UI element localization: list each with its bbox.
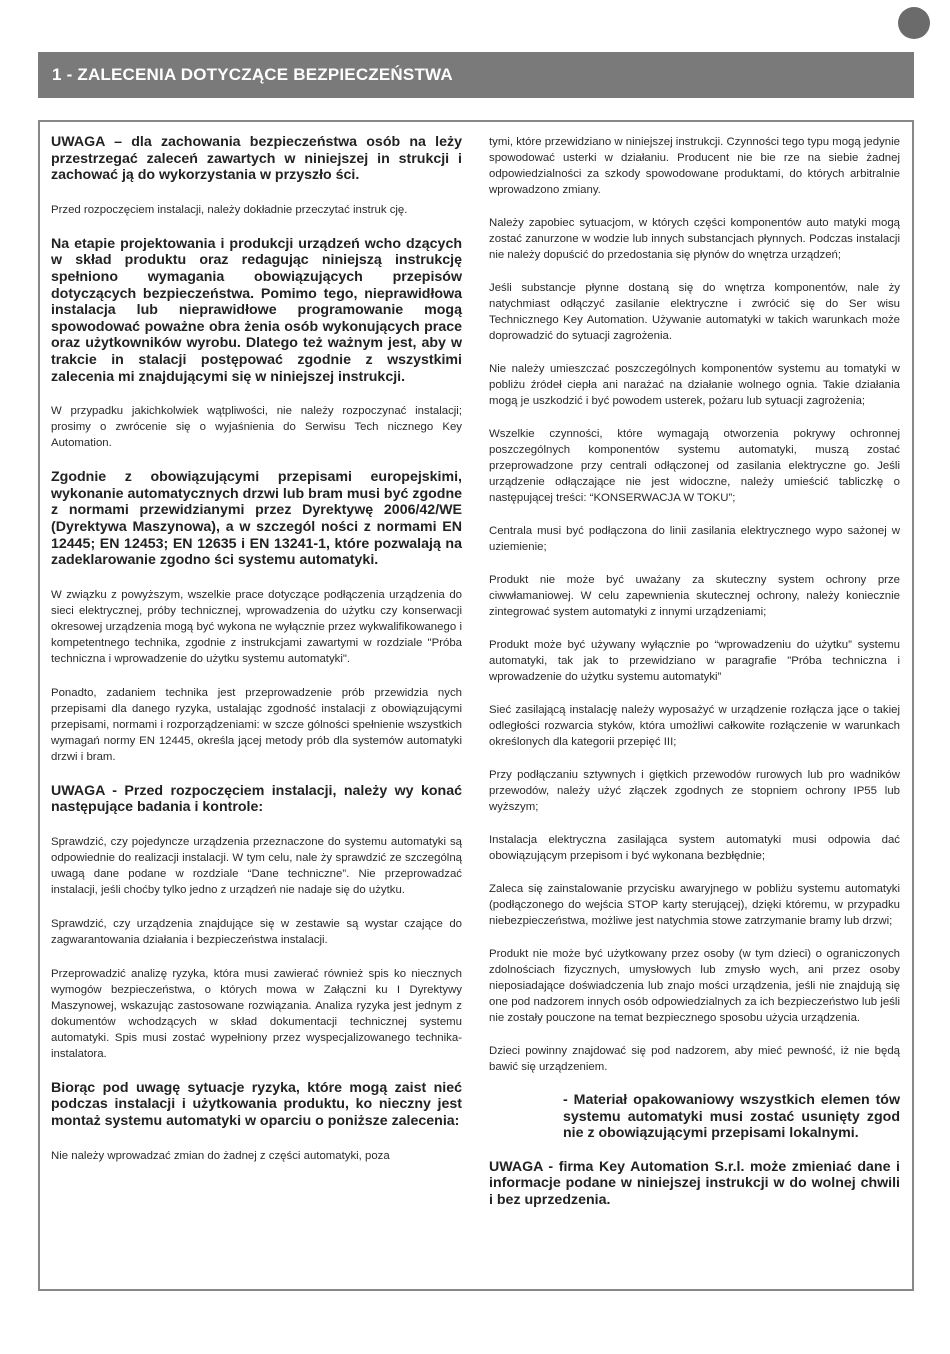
paragraph: Sprawdzić, czy urządzenia znajdujące się w zestawie są wystar czające do zagwarantowania działania i bezpieczeństwa instalacji. <box>51 917 462 946</box>
paragraph: Należy zapobiec sytuacjom, w których części komponentów auto matyki mogą zostać zanurzone w wodzie lub innych substancjach płynnych. Podczas instalacji nie należy dopuścić do przedostania się płynów do wnętrza urządzeń; <box>489 217 900 261</box>
right-column <box>489 134 900 1226</box>
paragraph: Centrala musi być podłączona do linii zasilania elektrycznego wypo sażonej w uziemienie; <box>489 525 900 553</box>
paragraph: Przed rozpoczęciem instalacji, należy dokładnie przeczytać instruk cję. <box>51 203 408 216</box>
paragraph: Sprawdzić, czy pojedyncze urządzenia przeznaczone do systemu automatyki są odpowiednie do realizacji instalacji. W tym celu, nale ży sprawdzić ze szczególną uwagą dane podane w rozdziale “Dane techniczne”. Nie przeprowadzać instalacji, jeśli choćby tylko jedno z urządzeń nie nadaje się do użytku. <box>51 835 462 896</box>
paragraph: Zgodnie z obowiązującymi przepisami europejskimi, wykonanie automatycznych drzwi lub bram musi być zgodne z normami przewidzianymi przez Dyrektywę 2006/42/WE (Dyrektywa Maszynowa), a w szczegól ności z normami EN 12445; EN 12453; EN 12635 i EN 13241-1, które pozwalają na zadeklarowanie zgodno ści systemu automatyki. <box>51 469 462 569</box>
page-marker-dot <box>898 7 930 39</box>
section-title: 1 - ZALECENIA DOTYCZĄCE BEZPIECZEŃSTWA <box>52 65 453 84</box>
paragraph: Na etapie projektowania i produkcji urządzeń wcho dzących w skład produktu oraz redagując niniejszą instrukcję spełniono wymagania obowiązujących przepisów dotyczących bezpieczeństwa. Pomimo tego, nieprawidłowa instalacja lub nieprawidłowe programowanie mogą spowodować poważne obra żenia osób wykonujących prace oraz użytkowników wyrobu. Dlatego też ważnym jest, aby w trakcie in stalacji postępować zgodnie z wszystkimi zalecenia mi znajdującymi się w niniejszej instrukcji. <box>51 235 462 385</box>
left-column <box>51 134 462 1182</box>
paragraph: Produkt nie może być uważany za skuteczny system ochrony prze ciwwłamaniowej. W celu zapewnienia skutecznej ochrony, należy koniecznie zintegrować system automatyki z innymi urządzeniami; <box>489 574 900 618</box>
paragraph: W związku z powyższym, wszelkie prace dotyczące podłączenia urządzenia do sieci elektrycznej, próby technicznej, wprowadzenia do użytku czy konserwacji okresowej urządzenia mogą być wykona ne wyłącznie przez wykwalifikowanego i kompetentnego technika, zgodnie z instrukcjami zawartymi w rozdziale "Próba techniczna i wprowadzenie do użytku systemu automatyki". <box>51 588 462 665</box>
paragraph: Produkt nie może być użytkowany przez osoby (w tym dzieci) o ograniczonych zdolnościach fizycznych, umysłowych lub zmysło wych, ani przez osoby nieposiadające doświadczenia lub znajo mości urządzenia, jeśli nie znajdują się one pod nadzorem innych osób odpowiedzialnych za ich bezpieczeństwo lub jeśli nie zostały pouczone na temat bezpiecznego sposobu użycia urządzenia. <box>489 948 900 1024</box>
paragraph: tymi, które przewidziano w niniejszej instrukcji. Czynności tego typu mogą jedynie spowodować usterki w działaniu. Producent nie bie rze na siebie żadnej odpowiedzialności za szkody spowodowane produktami, do których arbitralnie wprowadzono zmiany. <box>489 136 900 196</box>
paragraph: Nie należy umieszczać poszczególnych komponentów systemu au tomatyki w pobliżu źródeł ciepła ani narażać na działanie wolnego ognia. Takie działania mogą je uszkodzić i być powodem usterek, pożaru lub sytuacji zagrożenia; <box>489 363 900 407</box>
paragraph: Dzieci powinny znajdować się pod nadzorem, aby mieć pewność, iż nie będą bawić się urządzeniem. <box>489 1045 900 1073</box>
paragraph: Zaleca się zainstalowanie przycisku awaryjnego w pobliżu systemu automatyki (podłączonego do wejścia STOP karty sterującej), dzięki któremu, w przypadku niebezpieczeństwa, możliwe jest natychmia stowe zatrzymanie bramy lub drzwi; <box>489 883 900 927</box>
paragraph: Wszelkie czynności, które wymagają otworzenia pokrywy ochronnej poszczególnych komponentów systemu automatyki, muszą zostać przeprowadzone przy centrali odłączonej od zasilania elektryczne go. Jeśli urządzenie odłączające nie jest widoczne, należy umieścić tabliczkę o następującej treści: “KONSERWACJA W TOKU”; <box>489 428 900 504</box>
paragraph: Produkt może być używany wyłącznie po “wprowadzeniu do użytku” systemu automatyki, tak jak to przewidziano w paragrafie "Próba techniczna i wprowadzenie do użytku systemu automatyki” <box>489 639 900 683</box>
paragraph: Przeprowadzić analizę ryzyka, która musi zawierać również spis ko niecznych wymogów bezpieczeństwa, o których mowa w Załączni ku I Dyrektywy Maszynowej, wskazując zastosowane rozwiązania. Analiza ryzyka jest jednym z dokumentów wchodzących w skład dokumentacji technicznej systemu automatyki. Spis musi zostać wypełniony przez wyspecjalizowanego technika-instalatora. <box>51 967 462 1060</box>
paragraph: Biorąc pod uwagę sytuacje ryzyka, które mogą zaist nieć podczas instalacji i użytkowania produktu, ko nieczny jest montaż systemu automatyki w oparciu o poniższe zalecenia: <box>51 1079 462 1130</box>
section-header <box>38 52 914 98</box>
paragraph: Instalacja elektryczna zasilająca system automatyki musi odpowia dać obowiązującym przepisom i być wykonana bezbłędnie; <box>489 834 900 862</box>
paragraph: W przypadku jakichkolwiek wątpliwości, nie należy rozpoczynać instalacji; prosimy o zwrócenie się o wyjaśnienia do Serwisu Tech nicznego Key Automation. <box>51 405 462 450</box>
paragraph: UWAGA - Przed rozpoczęciem instalacji, należy wy konać następujące badania i kontrole: <box>51 782 462 816</box>
paragraph: UWAGA - firma Key Automation S.r.l. może zmieniać dane i informacje podane w niniejszej instrukcji w do wolnej chwili i bez uprzedzenia. <box>489 1158 900 1208</box>
paragraph: Jeśli substancje płynne dostaną się do wnętrza komponentów, nale ży natychmiast odłączyć zasilanie elektryczne i zwrócić się do Ser wisu Technicznego Key Automation. Używanie automatyki w takich warunkach może doprowadzić do sytuacji zagrożenia. <box>489 282 900 342</box>
paragraph: Nie należy wprowadzać zmian do żadnej z części automatyki, poza <box>51 1149 390 1162</box>
paragraph: Sieć zasilającą instalację należy wyposażyć w urządzenie rozłącza jące o takiej odległości rozwarcia styków, która umożliwi całkowite rozłączenie w warunkach określonych dla kategorii przepięć III; <box>489 704 900 748</box>
paragraph: Ponadto, zadaniem technika jest przeprowadzenie prób przewidzia nych przepisami dla danego ryzyka, ustalając zgodność instalacji z obowiązującymi przepisami, normami i rozporządzeniami: w szcze gólności spełnienie wszystkich wymagań normy EN 12445, określa jącej metody prób dla systemów automatyki drzwi i bram. <box>51 686 462 763</box>
paragraph: UWAGA – dla zachowania bezpieczeństwa osób na leży przestrzegać zaleceń zawartych w niniejszej in strukcji i zachować ją do wykorzystania w przyszło ści. <box>51 134 462 184</box>
paragraph: - Materiał opakowaniowy wszystkich elemen tów systemu automatyki musi zostać usunięty zgod nie z obowiązującymi przepisami lokalnymi. <box>563 1092 900 1142</box>
paragraph: Przy podłączaniu sztywnych i giętkich przewodów rurowych lub pro wadników przewodów, należy użyć złączek zgodnych ze stopniem ochrony IP55 lub wyższym; <box>489 769 900 813</box>
